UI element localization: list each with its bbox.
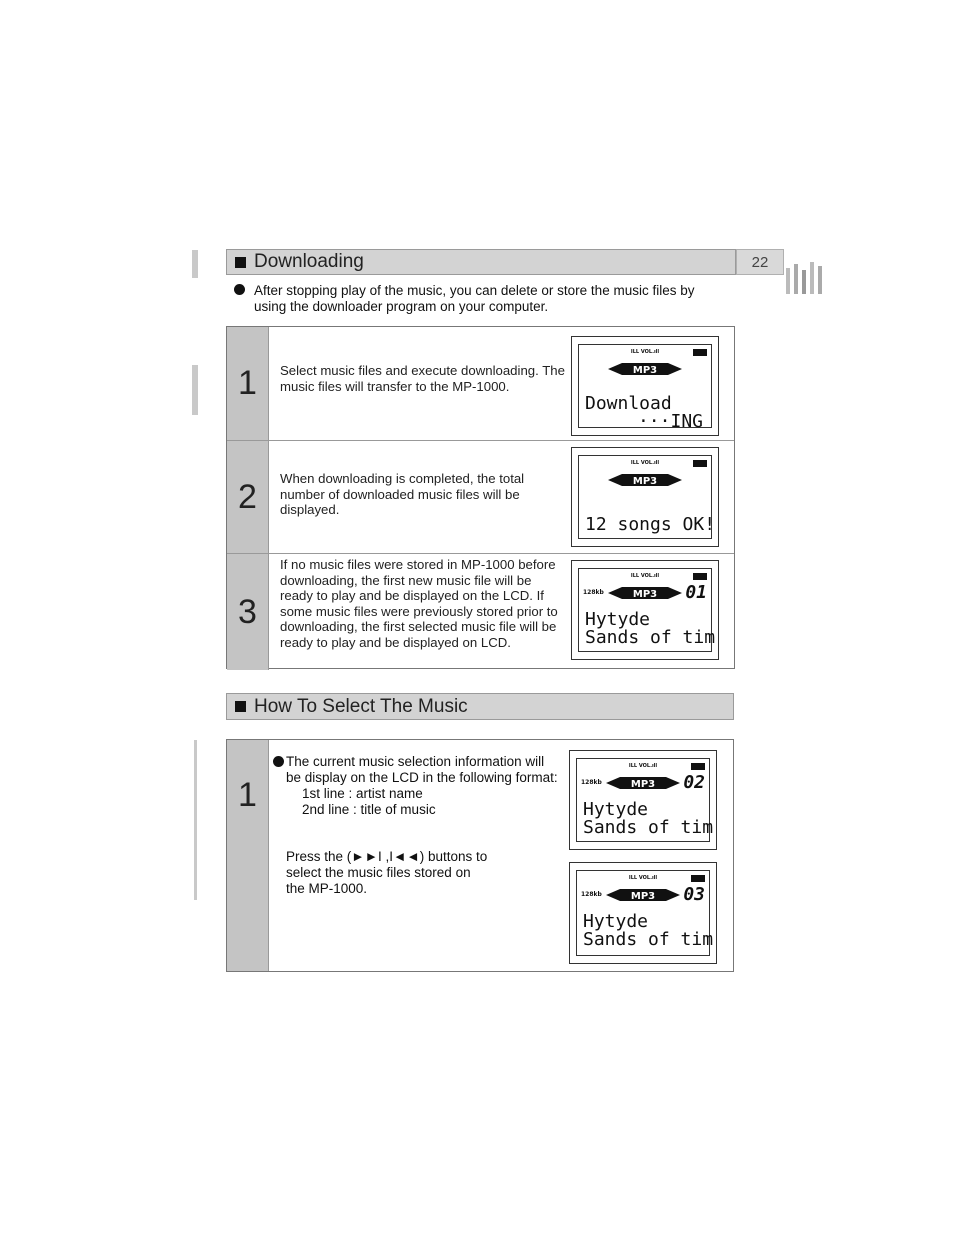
section-title: How To Select The Music [254, 695, 468, 717]
lcd-display [571, 336, 719, 436]
press-instructions: Press the (►►I ,I◄◄) buttons to select the music files stored on the MP-1000. [286, 849, 488, 896]
lcd-bitrate: 128kb [581, 891, 602, 898]
lcd-display [571, 560, 719, 660]
downloading-steps [226, 326, 735, 669]
lcd-track-number: 03 [683, 884, 705, 905]
mp3-badge-icon [606, 773, 680, 793]
svg-text:MP3: MP3 [632, 365, 658, 376]
lcd-line-1: Hytyde [585, 609, 651, 630]
svg-text:MP3: MP3 [630, 891, 656, 902]
mp3-badge-icon [606, 885, 680, 905]
battery-icon [691, 763, 705, 770]
margin-strip [192, 365, 198, 415]
page-number: 22 [736, 249, 784, 275]
downloading-intro [234, 283, 724, 315]
lcd-track-number: 02 [683, 772, 705, 793]
margin-strip [192, 250, 198, 278]
lcd-line-1: Hytyde [583, 799, 649, 820]
downloading-header [226, 249, 736, 275]
svg-text:MP3: MP3 [630, 779, 656, 790]
round-bullet-icon [273, 756, 284, 767]
lcd-line-1: Download [585, 393, 672, 414]
select-music-box [226, 739, 734, 972]
mp3-badge-icon [608, 470, 682, 490]
mp3-badge-icon [608, 583, 682, 603]
battery-icon [691, 875, 705, 882]
section-title: Downloading [254, 251, 364, 272]
lcd-volume-indicator: ILL VOL.ıll [630, 349, 660, 355]
line-1-description: 1st line : artist name [302, 786, 423, 801]
square-bullet-icon [235, 257, 246, 268]
mp3-badge-icon [608, 359, 682, 379]
intro-text: After stopping play of the music, you can delete or store the music files by using the downloader program on your computer. [254, 283, 695, 314]
step-number: 3 [227, 554, 269, 670]
battery-icon [693, 349, 707, 356]
lcd-line-2: Sands of tim [583, 817, 714, 838]
step-number: 1 [227, 327, 269, 440]
lcd-display [569, 750, 717, 850]
lcd-track-number: 01 [685, 582, 707, 603]
battery-icon [693, 460, 707, 467]
step-row-1 [227, 327, 734, 440]
lcd-line-1: 12 songs OK! [585, 514, 716, 535]
select-music-header [226, 693, 734, 720]
step-text: Select music files and execute downloading. The music files will transfer to the MP-1000. [280, 363, 565, 394]
lcd-bitrate: 128kb [583, 589, 604, 596]
round-bullet-icon [234, 284, 245, 295]
lcd-line-2: ···ING [637, 411, 703, 432]
step-text: When downloading is completed, the total number of downloaded music files will be displayed. [280, 471, 525, 518]
step-number: 2 [227, 441, 269, 553]
selection-info [271, 754, 561, 818]
battery-icon [693, 573, 707, 580]
lcd-line-2: Sands of tim [583, 929, 714, 950]
line-2-description: 2nd line : title of music [302, 802, 436, 817]
lcd-line-2: Sands of tim [585, 627, 716, 648]
step-row-3 [227, 553, 734, 670]
svg-text:MP3: MP3 [632, 589, 658, 600]
lcd-bitrate: 128kb [581, 779, 602, 786]
bullet-text: The current music selection information will be display on the LCD in the following format: [286, 754, 558, 785]
step-text: If no music files were stored in MP-1000 before downloading, the first new music file will be ready to play and be displayed on the LCD. If some music files were previously stored prior to downloading, the first selected music file will be ready to play and be displayed on LCD. [280, 557, 558, 650]
lcd-volume-indicator: ILL VOL.ıll [628, 875, 658, 881]
lcd-volume-indicator: ILL VOL.ıll [630, 573, 660, 579]
lcd-line-1: Hytyde [583, 911, 649, 932]
lcd-display [569, 862, 717, 964]
svg-text:MP3: MP3 [632, 476, 658, 487]
lcd-display [571, 447, 719, 547]
lcd-volume-indicator: ILL VOL.ıll [630, 460, 660, 466]
margin-strip [194, 740, 197, 900]
step-row-2 [227, 440, 734, 553]
decorative-corner-icon [784, 258, 824, 296]
step-number: 1 [227, 740, 269, 971]
square-bullet-icon [235, 701, 246, 712]
lcd-volume-indicator: ILL VOL.ıll [628, 763, 658, 769]
